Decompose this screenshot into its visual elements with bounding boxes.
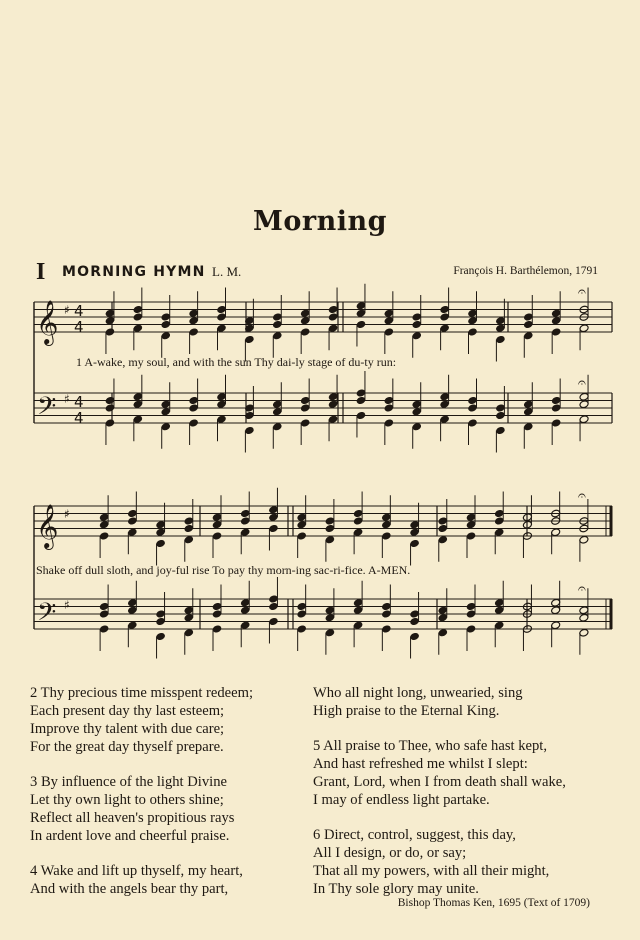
stanzas-left-column [30,684,310,915]
stanza-line: 4 Wake and lift up thyself, my heart, [30,863,243,879]
fermata-icon: 𝄐 [578,581,586,597]
key-signature-sharp-icon: ♯ [64,507,70,521]
stanza-line: High praise to the Eternal King. [313,703,500,719]
hymn-number: I [36,259,46,285]
stanza-line: Who all night long, unwearied, sing [313,685,523,701]
hymn-meter: L. M. [212,264,242,279]
stanza-line: In ardent love and cheerful praise. [30,828,230,844]
composer-credit: François H. Barthélemon, 1791 [453,265,598,277]
stanza-3 [30,773,310,845]
stanza-4 [30,862,310,898]
lyric-line-1: 1 A-wake, my soul, and with the sun Thy dai-ly stage of du-ty run: [76,355,397,369]
stanza-4-continued [313,684,613,720]
stanza-2 [30,684,310,756]
bass-clef-icon: 𝄢 [37,392,57,427]
stanza-6 [313,826,613,898]
time-signature-top: 4 [74,302,84,320]
time-signature-bottom: 4 [74,409,84,427]
author-credit: Bishop Thomas Ken, 1695 (Text of 1709) [397,897,590,909]
key-signature-sharp-icon: ♯ [64,598,70,612]
key-signature-sharp-icon: ♯ [64,303,70,317]
section-title: Morning [252,206,388,237]
stanza-line: Improve thy talent with due care; [30,721,225,737]
hymn-name: MORNING HYMN [62,264,206,280]
fermata-icon: 𝄐 [578,375,586,391]
stanza-line: And with the angels bear thy part, [30,881,229,897]
time-signature-bottom: 4 [74,318,84,336]
bass-clef-icon: 𝄢 [37,598,57,633]
stanza-line: All I design, or do, or say; [313,845,467,861]
stanza-line: 2 Thy precious time misspent redeem; [30,685,254,701]
treble-clef-icon: 𝄞 [36,300,59,344]
fermata-icon: 𝄐 [578,284,586,300]
fermata-icon: 𝄐 [578,488,586,504]
stanza-5 [313,737,613,809]
stanza-line: I may of endless light partake. [313,792,490,808]
stanza-line: Each present day thy last esteem; [30,703,225,719]
stanza-line: 5 All praise to Thee, who safe hast kept, [313,738,547,754]
stanza-line: Grant, Lord, when I from death shall wake, [313,774,566,790]
stanza-line: For the great day thyself prepare. [30,739,224,755]
stanzas-right-column [313,684,613,915]
stanza-line: 3 By influence of the light Divine [30,774,227,790]
stanza-line: In Thy sole glory may unite. [313,881,479,897]
stanza-line: That all my powers, with all their might, [313,863,550,879]
stanza-line: Let thy own light to others shine; [30,792,224,808]
treble-clef-icon: 𝄞 [36,504,59,548]
key-signature-sharp-icon: ♯ [64,392,70,406]
stanza-line: 6 Direct, control, suggest, this day, [313,827,516,843]
time-signature-top: 4 [74,393,84,411]
stanza-line: And hast refreshed me whilst I slept: [313,756,528,772]
lyric-line-2: Shake off dull sloth, and joy-ful rise To pay thy morn-ing sac-ri-fice. A-MEN. [36,563,411,577]
stanza-line: Reflect all heaven's propitious rays [30,810,235,826]
